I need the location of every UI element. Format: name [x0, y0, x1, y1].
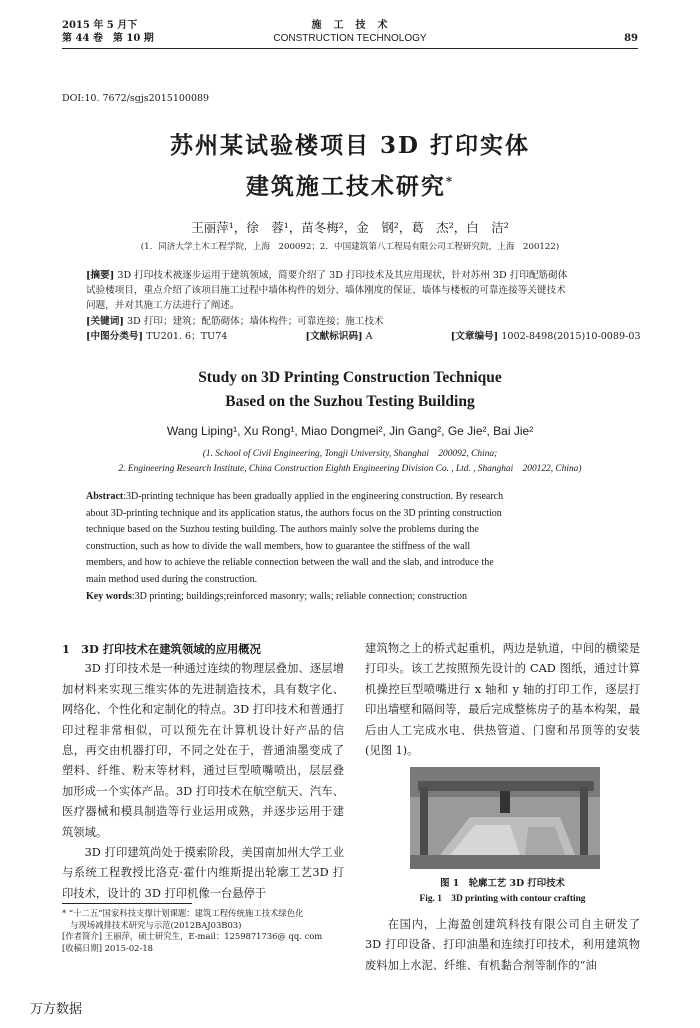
footnotes: * “十二五”国家科技支撑计划课题：建筑工程传统施工技术绿色化 与现场减排技术研究与示范(2012BAJ03B03) [作者简介] 王丽萍，硕士研究生，E-mail：1259871736@ qq. com [收稿日期] 2015-02-18	[62, 908, 323, 953]
section-heading: 1 3D 打印技术在建筑领域的应用概况	[62, 642, 261, 656]
header-date: 2015 年 5 月下	[62, 20, 138, 31]
figure-caption-en: Fig. 1 3D printing with contour crafting	[419, 894, 586, 904]
paragraph: 3D 打印技术是一种通过连续的物理层叠加、逐层增加材料来实现三维实体的先进制造技术，具有数字化、网络化、个性化和定制化的特点。3D 打印技术和普通打印过程非常相似，可以预先在计算机设计好产品的信息，再交由机器打印，不同之处在于，普通油墨变成了塑料、纤维、粉末等材料，通过巨型喷嘴喷出，层层叠加形成一个实体产品。3D 打印技术在航空航天、汽车、医疗器械和模具制造等行业运用成熟，并逐步运用于建筑领域。	[62, 662, 344, 839]
title-cn-line2: 建筑施工技术研究*	[245, 173, 455, 200]
figure-caption-cn: 图 1 轮廓工艺 3D 打印技术	[440, 878, 565, 889]
right-column	[365, 639, 640, 761]
paragraph: 在国内，上海盈创建筑科技有限公司自主研发了 3D 打印设备、打印油墨和连续打印技术，利用建筑物废料加上水泥、纤维、有机黏合剂等制作的“油	[365, 918, 640, 972]
title-cn-line1: 苏州某试验楼项目 3D 打印实体	[170, 132, 530, 159]
abstract-cn: [摘要] 3D 打印技术被逐步运用于建筑领域，简要介绍了 3D 打印技术及其应用现状，针对苏州 3D 打印配筋砌体 试验楼项目，重点介绍了该项目施工过程中墙体构件的划分、墙体刚度的保证、墙体与楼板的可靠连接等关键技术 问题，并对其施工方法进行了阐述。 [关键词] 3D 打印；建筑；配筋砌体；墙体构件；可靠连接；施工技术 [中图分类号] TU201. 6；TU74 [文献标识码] A [文章编号] 1002-8498(2015)10-0089-03	[86, 270, 641, 342]
doi: DOI:10. 7672/sgjs2015100089	[62, 93, 210, 104]
authors-cn: 王丽萍¹，徐 蓉¹，苗冬梅²，金 钢²，葛 杰²，白 洁²	[191, 220, 509, 235]
abstract-en: Abstract:3D-printing technique has been gradually applied in the engineering construction. By research about 3D-printing technique and its application status, the authors focus on the 3D printing construction technique based on the Suzhou testing building. The authors mainly solve the problems during the construction, such as how to divide the wall members, how to guarantee the stiffness of the wall members, and how to achieve the reliable connection between the wall and the slab, and introduce the main method used during the construction. Key words:3D printing; buildings;reinforced masonry; walls; reliable connection; construction	[86, 491, 504, 602]
header-journal-en: CONSTRUCTION TECHNOLOGY	[273, 33, 427, 44]
header-volume: 第 44 卷 第 10 期	[62, 33, 154, 44]
right-column-cont	[365, 915, 640, 976]
footnote-rule	[62, 903, 192, 904]
header-journal-cn: 施 工 技 术	[311, 20, 389, 31]
affiliation-en-line1: (1. School of Civil Engineering, Tongji University, Shanghai 200092, China;	[202, 449, 498, 459]
paragraph: 建筑物之上的桥式起重机，两边是轨道，中间的横梁是打印头。该工艺按照预先设计的 CAD 图纸，通过计算机操控巨型喷嘴进行 x 轴和 y 轴的打印工作，逐层打印出墙壁和隔间等，最后完成整栋房子的基本构架，最后由人工完成水电、供热管道、门窗和吊顶等的安装(见图 1)。	[365, 642, 640, 758]
watermark: 万方数据	[30, 1002, 83, 1017]
affiliation-cn: (1．同济大学土木工程学院，上海 200092；2．中国建筑第八工程局有限公司工程研究院，上海 200122)	[140, 242, 560, 252]
affiliation-en-line2: 2. Engineering Research Institute, China Construction Eighth Engineering Division Co. , Ltd. , Shanghai 200122, China)	[118, 464, 582, 474]
authors-en: Wang Liping¹, Xu Rong¹, Miao Dongmei², Jin Gang², Ge Jie², Bai Jie²	[166, 424, 534, 438]
figure-photo	[410, 767, 600, 869]
left-column	[62, 639, 344, 904]
paragraph: 3D 打印建筑尚处于摸索阶段，美国南加州大学工业与系统工程教授比洛克·霍什内维斯提出轮廓工艺3D 打印技术，设计的 3D 打印机像一台悬停于	[62, 846, 344, 900]
title-en-line1: Study on 3D Printing Construction Technique	[198, 369, 502, 386]
title-en-line2: Based on the Suzhou Testing Building	[225, 393, 475, 410]
header-rule	[62, 48, 638, 49]
page-number: 89	[624, 33, 638, 44]
